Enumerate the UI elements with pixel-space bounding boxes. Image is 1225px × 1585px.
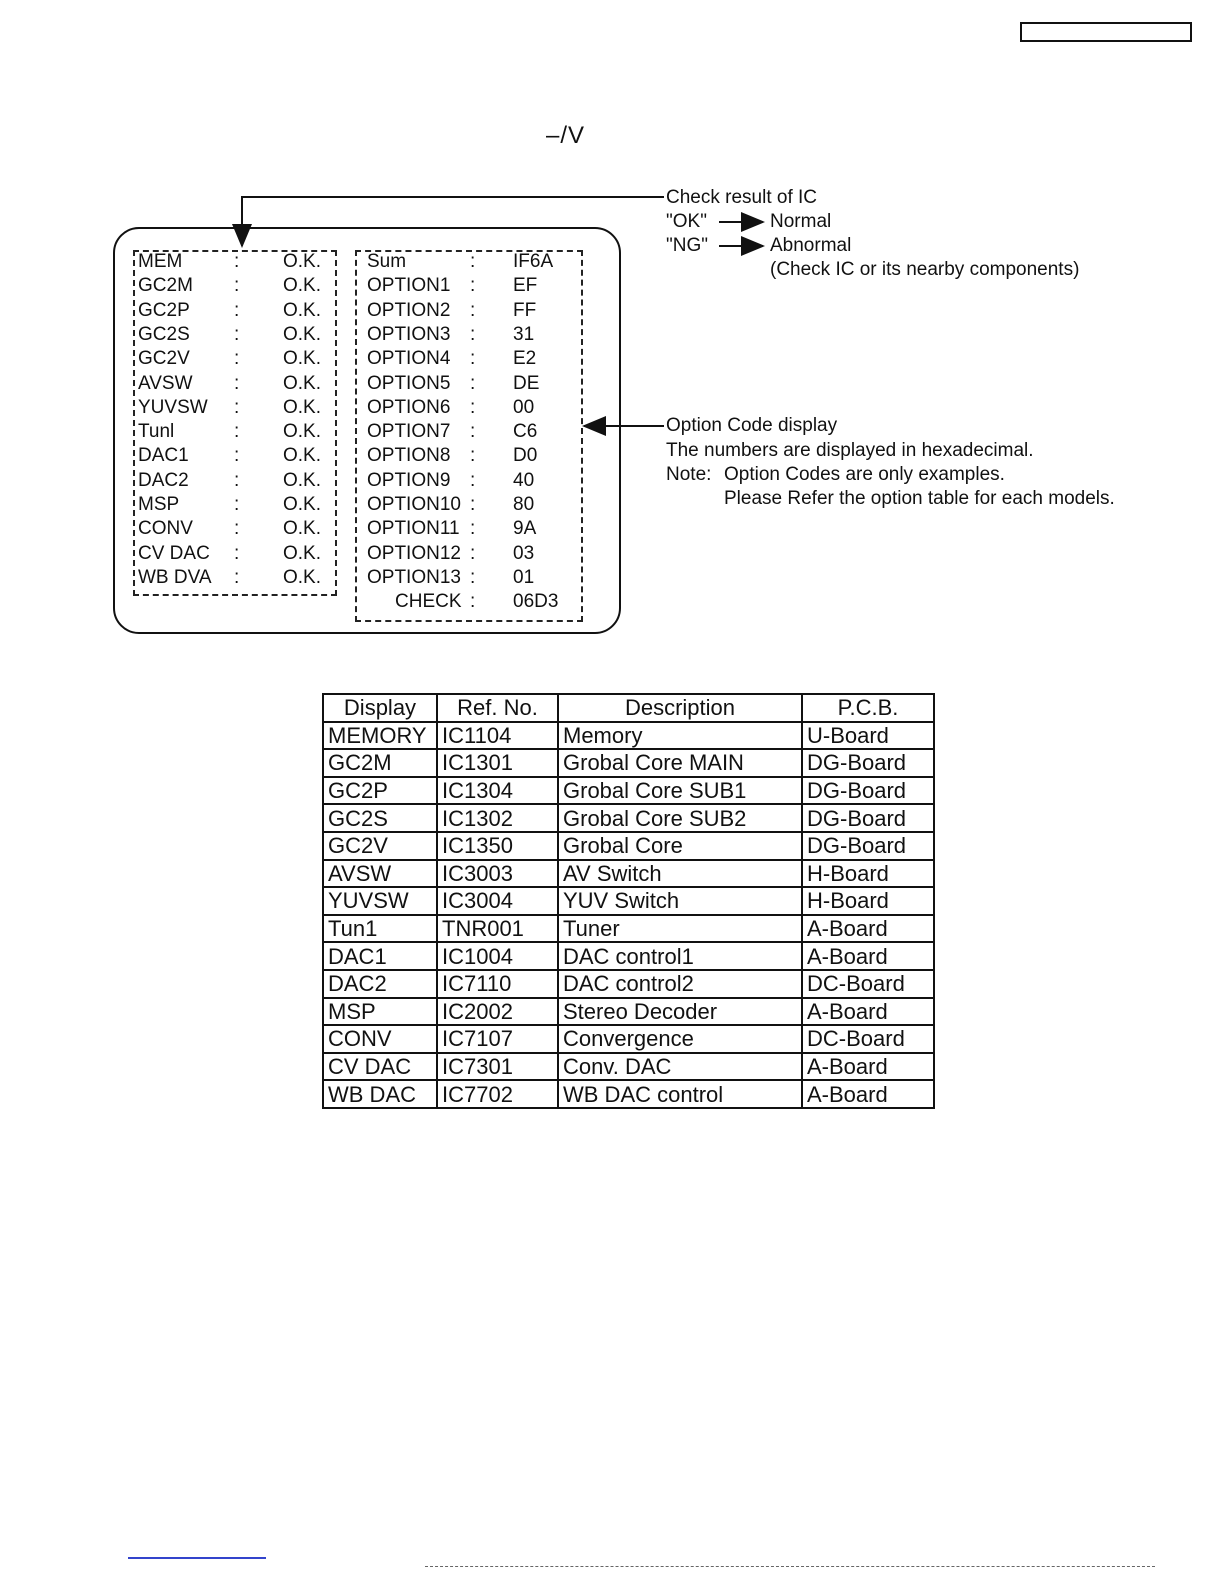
ic-check-colon: : xyxy=(234,396,240,418)
ic-check-label: MEM xyxy=(138,251,183,272)
cell-pcb: A-Board xyxy=(802,1080,934,1108)
cell-ref-no: IC1004 xyxy=(437,942,558,970)
ic-check-value: O.K. xyxy=(283,275,322,297)
cell-pcb: DG-Board xyxy=(802,777,934,805)
option-code-colon: : xyxy=(470,348,476,370)
option-code-value: 03 xyxy=(513,542,535,564)
option-code-value: FF xyxy=(513,299,537,321)
cell-pcb: A-Board xyxy=(802,942,934,970)
table-row xyxy=(323,804,934,832)
option-code-colon: : xyxy=(470,591,476,613)
note-label: Note: xyxy=(666,464,712,485)
cell-display: MSP xyxy=(323,998,437,1026)
option-code-colon: : xyxy=(470,494,476,515)
cell-display: DAC2 xyxy=(323,970,437,998)
option-code-colon: : xyxy=(470,372,476,394)
option-code-value: EF xyxy=(513,275,538,297)
table-row xyxy=(323,832,934,860)
option-code-label: OPTION1 xyxy=(367,275,451,297)
ic-check-colon: : xyxy=(234,445,240,467)
cell-ref-no: IC7702 xyxy=(437,1080,558,1108)
ok-meaning: Normal xyxy=(770,211,832,232)
ic-check-value: O.K. xyxy=(283,421,322,443)
option-code-value: 40 xyxy=(513,469,535,491)
cell-pcb: DG-Board xyxy=(802,749,934,777)
option-code-label: OPTION6 xyxy=(367,396,451,418)
ic-check-colon: : xyxy=(234,542,240,564)
ng-code: "NG" xyxy=(666,235,708,256)
table-row xyxy=(323,1080,934,1108)
option-code-label: OPTION12 xyxy=(367,542,461,564)
ic-check-label: AVSW xyxy=(138,372,193,394)
ic-check-value: O.K. xyxy=(283,542,322,564)
ic-check-label: Tunl xyxy=(138,421,175,443)
cell-ref-no: IC1301 xyxy=(437,749,558,777)
option-code-value: IF6A xyxy=(513,251,554,272)
table-row xyxy=(323,749,934,777)
option-code-value: E2 xyxy=(513,348,537,370)
ng-note: (Check IC or its nearby components) xyxy=(770,259,1080,280)
option-code-colon: : xyxy=(470,421,476,443)
footer-link-underline xyxy=(128,1557,266,1559)
ic-check-value: O.K. xyxy=(283,251,322,272)
cell-description: Grobal Core xyxy=(558,832,802,860)
header-pcb: P.C.B. xyxy=(802,694,934,722)
remote-button-symbol: –/V xyxy=(546,122,586,149)
table-row xyxy=(323,942,934,970)
ic-check-label: WB DVA xyxy=(138,566,212,588)
header-display: Display xyxy=(323,694,437,722)
ic-check-label: GC2M xyxy=(138,275,193,297)
cell-description: WB DAC control xyxy=(558,1080,802,1108)
ic-check-label: YUVSW xyxy=(138,396,208,418)
option-code-value: D0 xyxy=(513,445,538,467)
cell-ref-no: IC7301 xyxy=(437,1053,558,1081)
cell-description: Grobal Core MAIN xyxy=(558,749,802,777)
check-result-pointer-arrow xyxy=(242,197,664,246)
option-code-colon: : xyxy=(470,299,476,321)
header-ref-no: Ref. No. xyxy=(437,694,558,722)
cell-pcb: DC-Board xyxy=(802,1025,934,1053)
option-code-title: Option Code display xyxy=(666,415,838,436)
ic-check-colon: : xyxy=(234,469,240,491)
cell-description: DAC control1 xyxy=(558,942,802,970)
cell-ref-no: IC7107 xyxy=(437,1025,558,1053)
cell-display: GC2S xyxy=(323,804,437,832)
cell-ref-no: IC3003 xyxy=(437,860,558,888)
option-code-value: 31 xyxy=(513,323,535,345)
table-row xyxy=(323,887,934,915)
table-row xyxy=(323,777,934,805)
table-row xyxy=(323,1053,934,1081)
option-code-colon: : xyxy=(470,445,476,467)
option-code-label: OPTION10 xyxy=(367,494,461,515)
ic-check-colon: : xyxy=(234,518,240,540)
ic-check-colon: : xyxy=(234,299,240,321)
ic-check-value: O.K. xyxy=(283,299,322,321)
option-code-colon: : xyxy=(470,469,476,491)
cell-pcb: A-Board xyxy=(802,915,934,943)
cell-description: Grobal Core SUB2 xyxy=(558,804,802,832)
cell-display: GC2M xyxy=(323,749,437,777)
cell-pcb: A-Board xyxy=(802,998,934,1026)
ic-check-value: O.K. xyxy=(283,445,322,467)
cell-ref-no: TNR001 xyxy=(437,915,558,943)
option-code-label: OPTION7 xyxy=(367,421,451,443)
ok-code: "OK" xyxy=(666,211,707,232)
ic-check-value: O.K. xyxy=(283,518,322,540)
option-code-value: 06D3 xyxy=(513,591,559,613)
cell-ref-no: IC1350 xyxy=(437,832,558,860)
cell-pcb: A-Board xyxy=(802,1053,934,1081)
option-code-label: OPTION4 xyxy=(367,348,451,370)
cell-ref-no: IC1302 xyxy=(437,804,558,832)
cell-description: Conv. DAC xyxy=(558,1053,802,1081)
table-row xyxy=(323,970,934,998)
cell-display: WB DAC xyxy=(323,1080,437,1108)
ic-check-value: O.K. xyxy=(283,469,322,491)
ic-check-colon: : xyxy=(234,275,240,297)
cell-display: GC2P xyxy=(323,777,437,805)
note-text: Option Codes are only examples. xyxy=(724,464,1005,485)
cell-description: Tuner xyxy=(558,915,802,943)
ic-check-label: GC2P xyxy=(138,299,190,321)
ic-check-label: CV DAC xyxy=(138,542,210,564)
option-code-label: Sum xyxy=(367,251,407,272)
ic-check-label: GC2V xyxy=(138,348,190,370)
ic-check-label: DAC1 xyxy=(138,445,189,467)
option-code-colon: : xyxy=(470,323,476,345)
table-row xyxy=(323,998,934,1026)
ic-check-value: O.K. xyxy=(283,348,322,370)
option-code-label: OPTION3 xyxy=(367,323,451,345)
table-row xyxy=(323,722,934,750)
cell-ref-no: IC1304 xyxy=(437,777,558,805)
cell-pcb: DG-Board xyxy=(802,804,934,832)
option-hex-note: The numbers are displayed in hexadecimal. xyxy=(666,440,1034,461)
cell-pcb: DC-Board xyxy=(802,970,934,998)
option-code-colon: : xyxy=(470,396,476,418)
ic-reference-table xyxy=(322,693,935,1109)
cell-pcb: DG-Board xyxy=(802,832,934,860)
ic-check-colon: : xyxy=(234,421,240,443)
cell-display: DAC1 xyxy=(323,942,437,970)
table-row xyxy=(323,1025,934,1053)
cell-display: CONV xyxy=(323,1025,437,1053)
option-code-colon: : xyxy=(470,542,476,564)
cell-display: YUVSW xyxy=(323,887,437,915)
ic-check-colon: : xyxy=(234,566,240,588)
option-code-label: OPTION2 xyxy=(367,299,451,321)
cell-ref-no: IC1104 xyxy=(437,722,558,750)
cell-ref-no: IC2002 xyxy=(437,998,558,1026)
option-code-label: OPTION5 xyxy=(367,372,451,394)
cell-description: Stereo Decoder xyxy=(558,998,802,1026)
ic-check-value: O.K. xyxy=(283,323,322,345)
cell-description: Convergence xyxy=(558,1025,802,1053)
option-code-label: CHECK xyxy=(395,591,462,613)
cell-pcb: H-Board xyxy=(802,887,934,915)
option-code-value: DE xyxy=(513,372,540,394)
ic-check-value: O.K. xyxy=(283,396,322,418)
cell-display: GC2V xyxy=(323,832,437,860)
table-row xyxy=(323,915,934,943)
cell-description: Memory xyxy=(558,722,802,750)
note-text-2: Please Refer the option table for each models. xyxy=(724,488,1115,509)
option-code-value: 00 xyxy=(513,396,535,418)
ic-check-colon: : xyxy=(234,372,240,394)
cell-display: Tun1 xyxy=(323,915,437,943)
option-code-label: OPTION8 xyxy=(367,445,451,467)
cell-description: Grobal Core SUB1 xyxy=(558,777,802,805)
ic-check-label: GC2S xyxy=(138,323,190,345)
ng-meaning: Abnormal xyxy=(770,235,852,256)
table-header-row xyxy=(323,694,934,722)
ic-check-colon: : xyxy=(234,251,240,272)
cell-ref-no: IC7110 xyxy=(437,970,558,998)
ic-check-label: DAC2 xyxy=(138,469,189,491)
cell-description: DAC control2 xyxy=(558,970,802,998)
cell-display: MEMORY xyxy=(323,722,437,750)
cell-ref-no: IC3004 xyxy=(437,887,558,915)
option-code-colon: : xyxy=(470,251,476,272)
ic-check-colon: : xyxy=(234,323,240,345)
cell-description: AV Switch xyxy=(558,860,802,888)
ic-check-label: CONV xyxy=(138,518,193,540)
ic-check-value: O.K. xyxy=(283,494,322,515)
option-code-value: 80 xyxy=(513,494,535,515)
option-code-colon: : xyxy=(470,518,476,540)
table-row xyxy=(323,860,934,888)
footer-divider xyxy=(425,1566,1155,1567)
option-code-colon: : xyxy=(470,275,476,297)
ic-check-label: MSP xyxy=(138,494,180,515)
option-code-value: 9A xyxy=(513,518,537,540)
cell-pcb: H-Board xyxy=(802,860,934,888)
option-code-label: OPTION13 xyxy=(367,566,461,588)
option-code-colon: : xyxy=(470,566,476,588)
option-code-label: OPTION11 xyxy=(367,518,460,540)
option-code-value: 01 xyxy=(513,566,535,588)
ic-check-colon: : xyxy=(234,348,240,370)
ic-check-value: O.K. xyxy=(283,372,322,394)
cell-display: AVSW xyxy=(323,860,437,888)
cell-display: CV DAC xyxy=(323,1053,437,1081)
header-description: Description xyxy=(558,694,802,722)
option-code-label: OPTION9 xyxy=(367,469,451,491)
cell-description: YUV Switch xyxy=(558,887,802,915)
ic-check-colon: : xyxy=(234,494,240,515)
option-code-value: C6 xyxy=(513,421,538,443)
cell-pcb: U-Board xyxy=(802,722,934,750)
check-result-title: Check result of IC xyxy=(666,187,817,208)
ic-check-value: O.K. xyxy=(283,566,322,588)
